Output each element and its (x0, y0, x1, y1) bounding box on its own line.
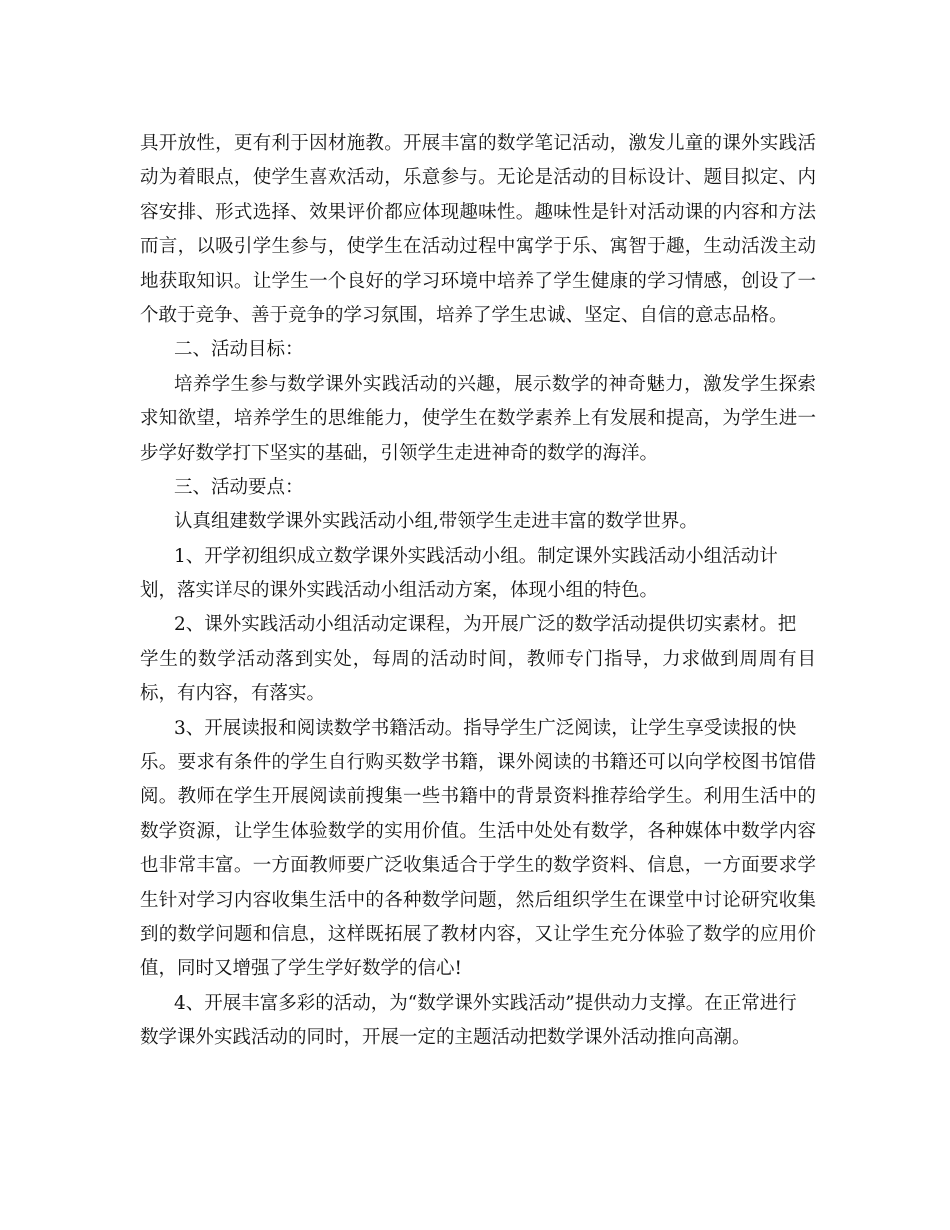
text-line: 阅。教师在学生开展阅读前搜集一些书籍中的背景资料推荐给学生。利用生活中的 (140, 786, 816, 808)
text-line: 动为着眼点，使学生喜欢活动，乐意参与。无论是活动的目标设计、题目拟定、内 (140, 167, 816, 189)
section-heading: 二、活动目标： (174, 339, 304, 361)
text-line: 值，同时又增强了学生学好数学的信心! (140, 958, 462, 980)
text-line: 具开放性，更有利于因材施教。开展丰富的数学笔记活动，激发儿童的课外实践活 (140, 133, 816, 154)
text-line: 到的数学问题和信息，这样既拓展了教材内容，又让学生充分体验了数学的应用价 (140, 923, 816, 945)
section-heading: 三、活动要点： (174, 476, 304, 498)
text-line: 培养学生参与数学课外实践活动的兴趣，展示数学的神奇魅力，激发学生探索 (174, 373, 816, 395)
text-line: 学生的数学活动落到实处，每周的活动时间，教师专门指导，力求做到周周有目 (140, 648, 816, 670)
document-body (140, 127, 816, 1056)
text-line: 生针对学习内容收集生活中的各种数学问题，然后组织学生在课堂中讨论研究收集 (140, 889, 816, 911)
text-line: 2、课外实践活动小组活动定课程，为开展广泛的数学活动提供切实素材。把 (174, 614, 797, 636)
text-line: 标，有内容，有落实。 (140, 683, 326, 705)
text-line: 步学好数学打下坚实的基础，引领学生走进神奇的数学的海洋。 (140, 442, 659, 464)
text-line: 数学课外实践活动的同时，开展一定的主题活动把数学课外活动推向高潮。 (140, 1027, 751, 1049)
text-line: 3、开展读报和阅读数学书籍活动。指导学生广泛阅读，让学生享受读报的快 (174, 717, 797, 739)
text-line: 1、开学初组织成立数学课外实践活动小组。制定课外实践活动小组活动计 (174, 545, 778, 567)
text-line: 乐。要求有条件的学生自行购买数学书籍，课外阅读的书籍还可以向学校图书馆借 (140, 752, 816, 774)
text-line: 4、开展丰富多彩的活动，为“数学课外实践活动”提供动力支撑。在正常进行 (174, 992, 797, 1014)
text-line: 划，落实详尽的课外实践活动小组活动方案，体现小组的特色。 (140, 580, 659, 602)
text-line: 求知欲望，培养学生的思维能力，使学生在数学素养上有发展和提高，为学生进一 (140, 408, 816, 430)
text-line: 也非常丰富。一方面教师要广泛收集适合于学生的数学资料、信息，一方面要求学 (140, 855, 816, 877)
text-line: 容安排、形式选择、效果评价都应体现趣味性。趣味性是针对活动课的内容和方法 (140, 201, 816, 223)
text-line: 认真组建数学课外实践活动小组,带领学生走进丰富的数学世界。 (174, 511, 698, 533)
text-line: 地获取知识。让学生一个良好的学习环境中培养了学生健康的学习情感，创设了一 (140, 270, 816, 292)
text-line: 个敢于竞争、善于竞争的学习氛围，培养了学生忠诚、坚定、自信的意志品格。 (140, 304, 788, 326)
text-line: 数学资源，让学生体验数学的实用价值。生活中处处有数学，各种媒体中数学内容 (140, 820, 816, 842)
text-line: 而言，以吸引学生参与，使学生在活动过程中寓学于乐、寓智于趣，生动活泼主动 (140, 236, 816, 258)
